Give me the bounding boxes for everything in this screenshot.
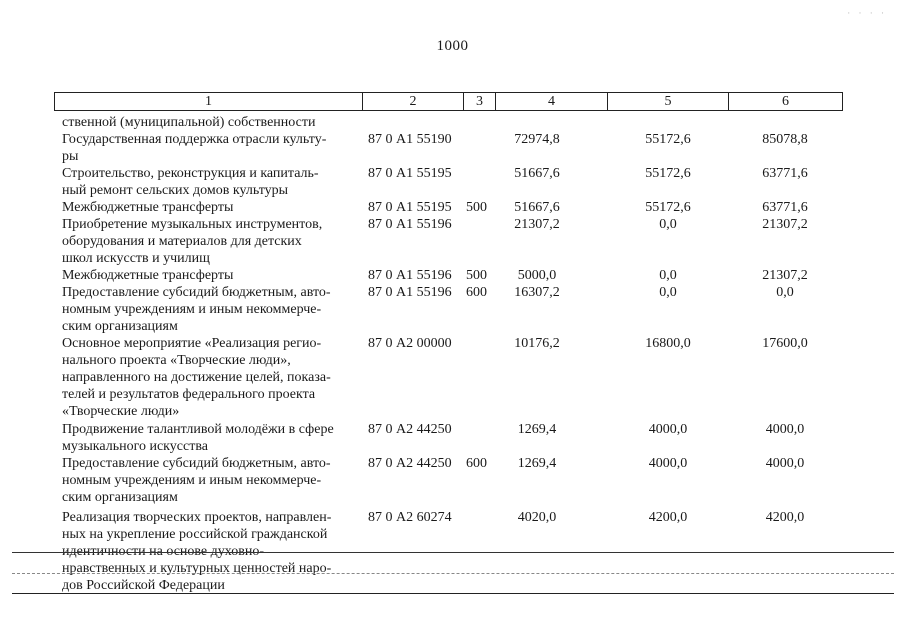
row-expense-type: 500 [466,200,487,215]
bottom-rule [12,593,894,594]
row-description-line: Государственная поддержка отрасли культу- [62,132,327,147]
row-code: 87 0 А2 44250 [368,456,452,471]
row-amount-1: 1269,4 [517,422,557,437]
column-header-1: 1 [205,94,212,109]
row-description-line: ных на укрепление российской гражданской [62,527,328,542]
row-amount-1: 10176,2 [514,336,560,351]
row-description-line: Реализация творческих проектов, направлен- [62,510,332,525]
row-description-line: направленного на достижение целей, показа- [62,370,331,385]
row-description-line: Приобретение музыкальных инструментов, [62,217,323,232]
row-amount-2: 55172,6 [645,166,691,181]
row-amount-2: 4000,0 [648,422,688,437]
row-amount-3: 85078,8 [762,132,808,147]
column-header-3: 3 [476,94,483,109]
row-description-line: Основное мероприятие «Реализация регио- [62,336,322,351]
row-code: 87 0 А1 55196 [368,268,452,283]
row-amount-1: 1269,4 [517,456,557,471]
table-header [54,92,843,111]
row-amount-1: 51667,6 [514,166,560,181]
row-description-line: нравственных и культурных ценностей наро- [62,561,332,576]
row-amount-3: 63771,6 [762,166,808,181]
row-code: 87 0 А1 55196 [368,285,452,300]
row-description-line: ским организациям [62,490,178,505]
row-amount-3: 4000,0 [765,422,805,437]
row-amount-2: 0,0 [659,285,677,300]
row-code: 87 0 А1 55195 [368,166,452,181]
row-amount-2: 0,0 [659,268,677,283]
column-header-4: 4 [548,94,555,109]
row-description-line: Строительство, реконструкция и капиталь- [62,166,319,181]
row-amount-1: 21307,2 [514,217,560,232]
bottom-rule [12,552,894,553]
row-amount-3: 4000,0 [765,456,805,471]
row-description-line: нального проекта «Творческие люди», [62,353,291,368]
row-amount-3: 17600,0 [762,336,808,351]
row-code: 87 0 А2 00000 [368,336,452,351]
row-description-line: номным учреждениям и иным некоммерче- [62,302,322,317]
row-description-line: идентичности на основе духовно- [62,544,264,559]
row-code: 87 0 А1 55196 [368,217,452,232]
row-amount-3: 0,0 [776,285,794,300]
row-description-line: Продвижение талантливой молодёжи в сфере [62,422,334,437]
row-description-line: ским организациям [62,319,178,334]
column-header-6: 6 [782,94,789,109]
row-description-line: дов Российской Федерации [62,578,225,593]
column-header-5: 5 [664,94,672,109]
row-description-line: ный ремонт сельских домов культуры [62,183,289,198]
row-code: 87 0 А2 44250 [368,422,452,437]
row-description-line: оборудования и материалов для детских [62,234,302,249]
row-amount-1: 5000,0 [517,268,557,283]
row-expense-type: 500 [466,268,487,283]
row-description-line: ственной (муниципальной) собственности [62,115,316,130]
row-description-line: школ искусств и училищ [62,251,210,266]
row-amount-2: 0,0 [659,217,677,232]
row-description-line: Предоставление субсидий бюджетным, авто- [62,456,331,471]
row-amount-3: 4200,0 [765,510,805,525]
row-description-line: Предоставление субсидий бюджетным, авто- [62,285,331,300]
row-amount-2: 16800,0 [645,336,691,351]
row-description-line: Межбюджетные трансферты [62,200,234,215]
row-description-line: номным учреждениям и иным некоммерче- [62,473,322,488]
row-amount-3: 63771,6 [762,200,808,215]
row-code: 87 0 А2 60274 [368,510,452,525]
row-code: 87 0 А1 55195 [368,200,452,215]
row-description-line: музыкального искусства [62,439,208,454]
row-amount-1: 51667,6 [514,200,560,215]
row-amount-1: 4020,0 [517,510,557,525]
row-amount-2: 4200,0 [648,510,688,525]
page-number: 1000 [436,38,469,54]
row-description-line: телей и результатов федерального проекта [62,387,316,402]
column-header-2: 2 [409,94,417,109]
row-amount-2: 4000,0 [648,456,688,471]
scan-marks: · · · · [847,8,887,18]
row-code: 87 0 А1 55190 [368,132,452,147]
row-expense-type: 600 [466,285,487,300]
row-expense-type: 600 [466,456,487,471]
row-description-line: «Творческие люди» [62,404,180,419]
row-amount-3: 21307,2 [762,217,808,232]
row-description-line: ры [62,149,79,164]
row-description-line: Межбюджетные трансферты [62,268,234,283]
row-amount-2: 55172,6 [645,132,691,147]
row-amount-1: 72974,8 [514,132,560,147]
row-amount-1: 16307,2 [514,285,560,300]
row-amount-2: 55172,6 [645,200,691,215]
row-amount-3: 21307,2 [762,268,808,283]
bottom-rule [12,573,894,574]
